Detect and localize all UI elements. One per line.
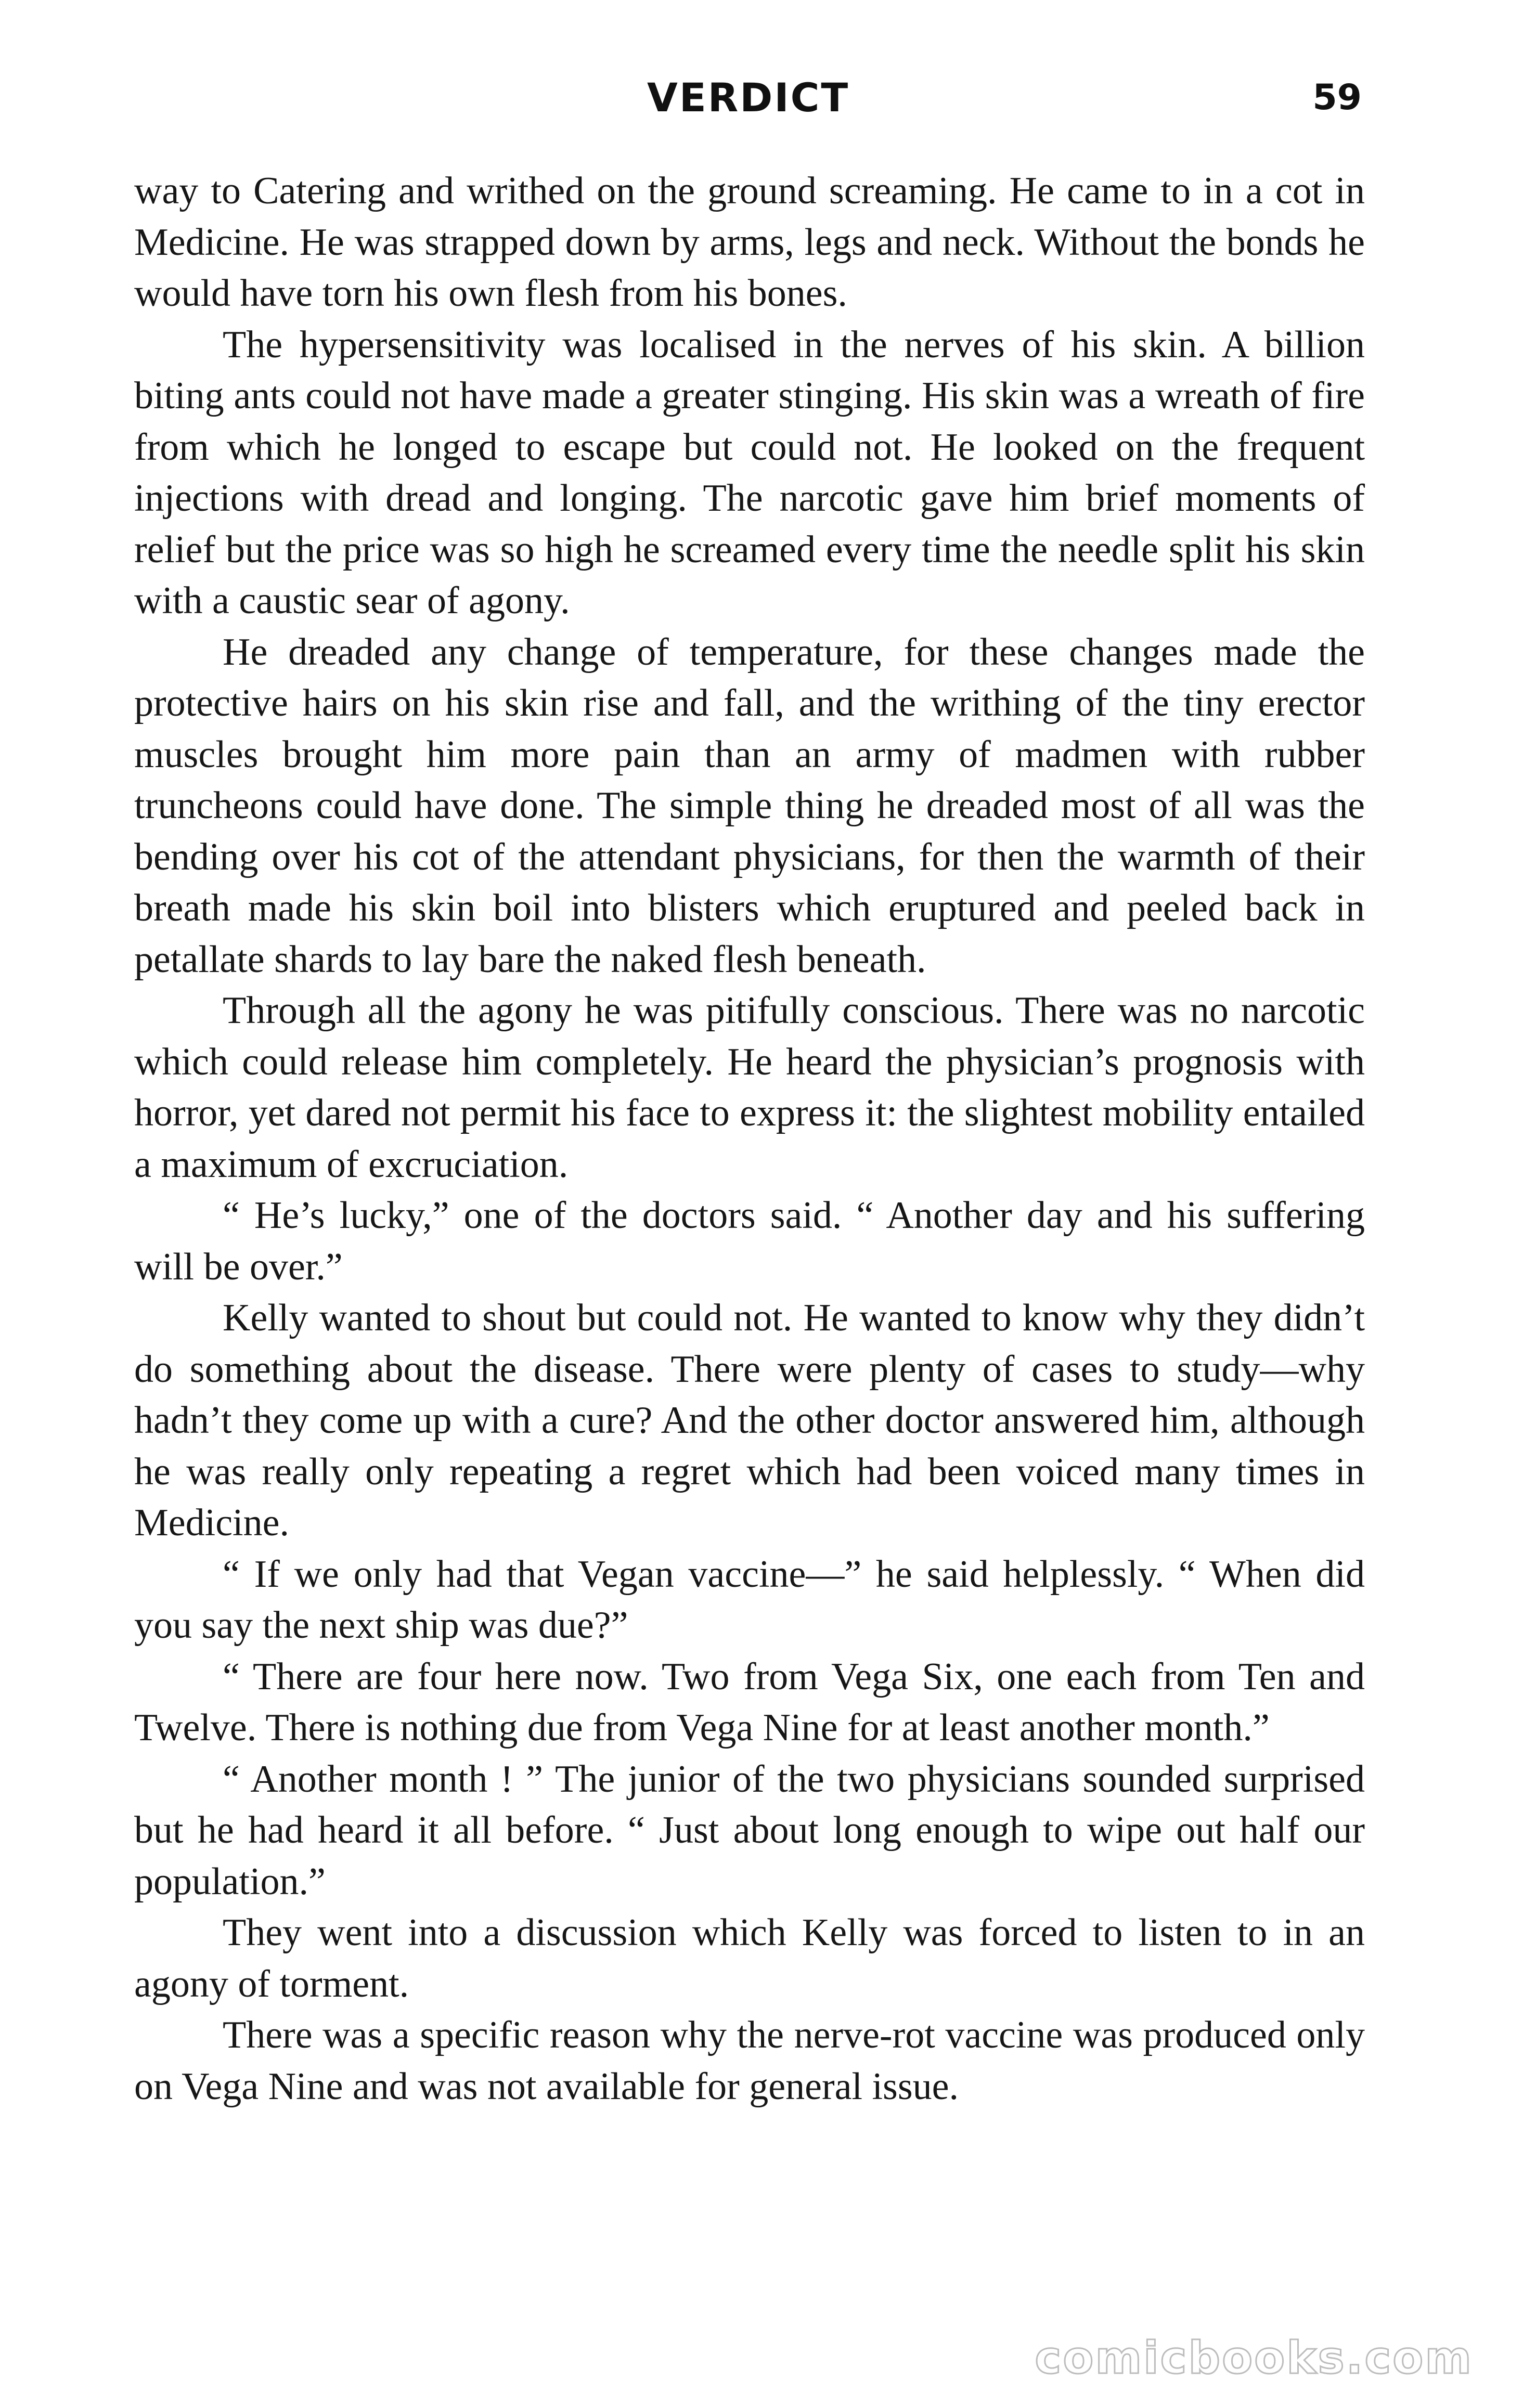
dialogue-paragraph: “ If we only had that Vegan vaccine—” he said helplessly. “ When did you say the next ship was due?” (134, 1552, 1365, 1647)
paragraph: Through all the agony he was pitifully conscious. There was no narcotic which could release him completely. He heard the physician’s prognosis with horror, yet dared not permit his face to express it: the slightest mobility entailed a maximum of excruciation. (134, 989, 1365, 1186)
paragraph: Kelly wanted to shout but could not. He wanted to know why they didn’t do something about the disease. There were plenty of cases to study—why hadn’t they come up with a cure? And the other doctor answered him, although he was really only repeating a regret which had been voiced many times in Medicine. (134, 1297, 1365, 1544)
watermark-logo: comicbooks.com (1035, 2332, 1473, 2384)
body-text (134, 165, 1365, 2112)
dialogue-paragraph: “ There are four here now. Two from Vega Six, one each from Ten and Twelve. There is nothing due from Vega Nine for at least another month.” (134, 1655, 1365, 1749)
paragraph: The hypersensitivity was localised in the nerves of his skin. A billion biting ants could not have made a greater stinging. His skin was a wreath of fire from which he longed to escape but could not. He looked on the frequent injections with dread and longing. The narcotic gave him brief moments of relief but the price was so high he screamed every time the needle split his skin with a caustic sear of agony. (134, 323, 1365, 622)
page-number: 59 (1312, 77, 1362, 118)
paragraph: There was a specific reason why the nerve-rot vaccine was produced only on Vega Nine and was not available for general issue. (134, 2014, 1365, 2108)
paragraph: He dreaded any change of temperature, for these changes made the protective hairs on his skin rise and fall, and the writhing of the tiny erector muscles brought him more pain than an army of madmen with rubber truncheons could have done. The simple thing he dreaded most of all was the bending over his cot of the attendant physicians, for then the warmth of their breath made his skin boil into blisters which eruptured and peeled back in petallate shards to lay bare the naked flesh beneath. (134, 630, 1365, 981)
paragraph: They went into a discussion which Kelly was forced to listen to in an agony of torment. (134, 1911, 1365, 2005)
running-header (0, 67, 1523, 129)
dialogue-paragraph: “ He’s lucky,” one of the doctors said. “ Another day and his suffering will be over.” (134, 1194, 1365, 1288)
paragraph-continued: way to Catering and writhed on the ground screaming. He came to in a cot in Medicine. He was strapped down by arms, legs and neck. Without the bonds he would have torn his own flesh from his bones. (134, 170, 1365, 315)
dialogue-paragraph: “ Another month ! ” The junior of the two physicians sounded surprised but he had heard it all before. “ Just about long enough to wipe out half our population.” (134, 1757, 1365, 1903)
running-title: VERDICT (647, 74, 850, 121)
